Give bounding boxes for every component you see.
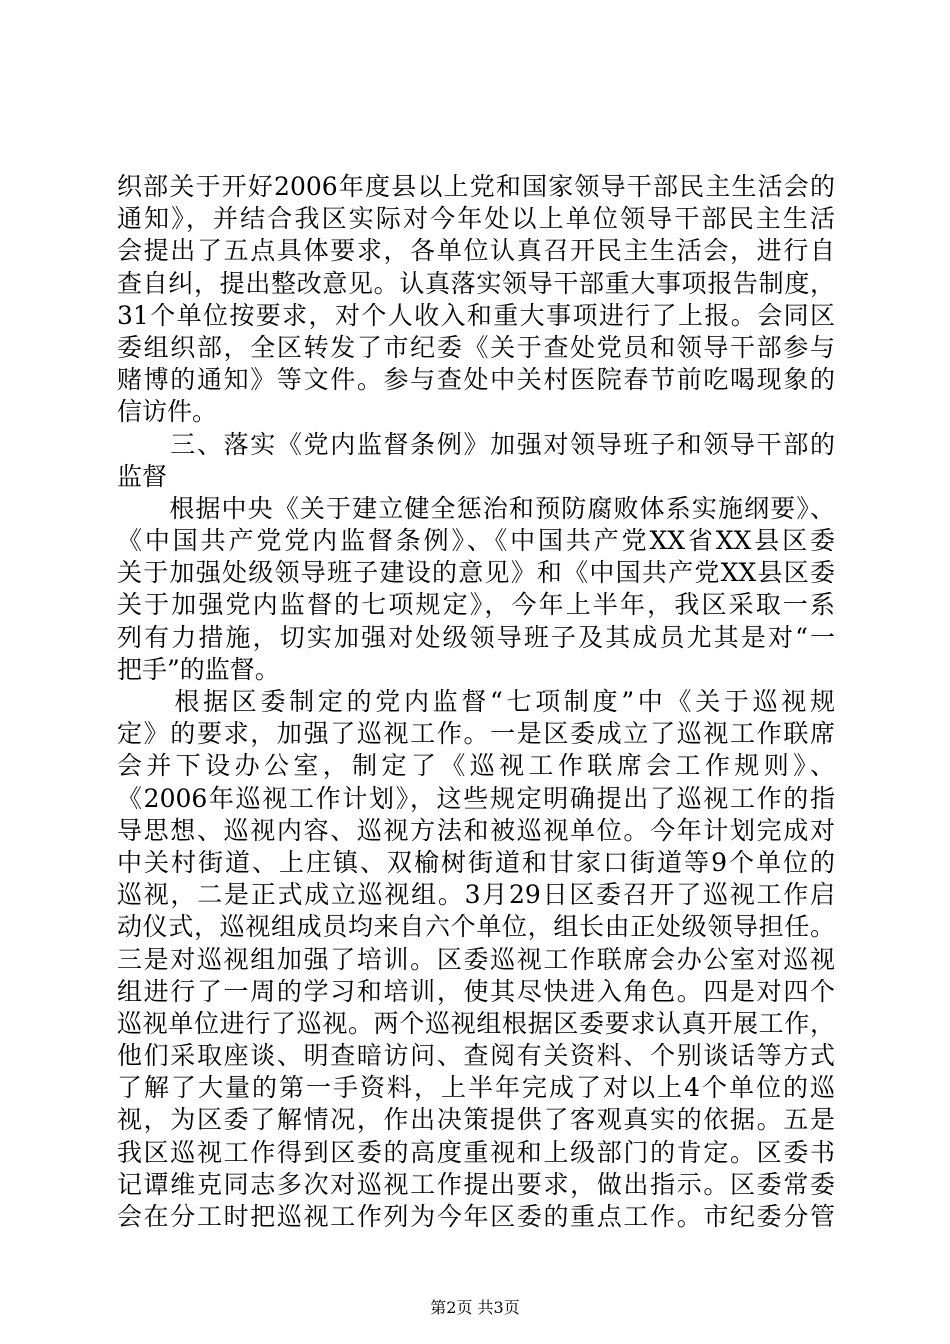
text-line: 巡视单位进行了巡视。两个巡视组根据区委要求认真开展工作， [117,1008,835,1038]
text-line: 三是对巡视组加强了培训。区委巡视工作联席会办公室对巡视 [117,944,835,974]
text-line: 定》的要求，加强了巡视工作。一是区委成立了巡视工作联席 [117,719,835,749]
text-line: 会并下设办公室，制定了《巡视工作联席会工作规则》、 [117,751,835,781]
text-line: 监督 [117,461,168,491]
text-line: 通知》，并结合我区实际对今年处以上单位领导干部民主生活 [117,204,835,234]
text-line: 动仪式，巡视组成员均来自六个单位，组长由正处级领导担任。 [117,912,835,942]
text-line: 关于加强党内监督的七项规定》，今年上半年，我区采取一系 [117,590,835,620]
text-line: 31个单位按要求，对个人收入和重大事项进行了上报。会同区 [117,300,835,330]
text-line: 他们采取座谈、明查暗访问、查阅有关资料、个别谈话等方式 [117,1041,835,1071]
text-line: 组进行了一周的学习和培训，使其尽快进入角色。四是对四个 [117,976,835,1006]
text-line: 会在分工时把巡视工作列为今年区委的重点工作。市纪委分管 [117,1202,835,1231]
text-line: 导思想、巡视内容、巡视方法和被巡视单位。今年计划完成对 [117,815,835,845]
text-line: 《2006年巡视工作计划》，这些规定明确提出了巡视工作的指 [117,783,835,813]
page-footer: 第2页 共3页 [430,1298,520,1317]
text-line: 我区巡视工作得到区委的高度重视和上级部门的肯定。区委书 [117,1137,835,1167]
text-line: 根据中央《关于建立健全惩治和预防腐败体系实施纲要》、 [117,493,835,523]
text-line: 巡视，二是正式成立巡视组。3月29日区委召开了巡视工作启 [117,880,835,910]
text-line: 三、落实《党内监督条例》加强对领导班子和领导干部的 [117,429,835,459]
text-line: 把手”的监督。 [117,654,280,684]
text-line: 赌博的通知》等文件。参与查处中关村医院春节前吃喝现象的 [117,365,835,395]
text-line: 了解了大量的第一手资料，上半年完成了对以上4个单位的巡 [117,1073,835,1103]
text-line: 根据区委制定的党内监督“七项制度”中《关于巡视规 [117,687,835,716]
text-line: 织部关于开好2006年度县以上党和国家领导干部民主生活会的 [117,172,835,201]
text-line: 委组织部，全区转发了市纪委《关于查处党员和领导干部参与 [117,332,835,362]
text-line: 查自纠，提出整改意见。认真落实领导干部重大事项报告制度， [117,268,835,298]
text-line: 会提出了五点具体要求，各单位认真召开民主生活会，进行自 [117,236,835,266]
text-line: 关于加强处级领导班子建设的意见》和《中国共产党XX县区委 [117,558,835,588]
text-line: 视，为区委了解情况，作出决策提供了客观真实的依据。五是 [117,1105,835,1135]
text-line: 中关村街道、上庄镇、双榆树街道和甘家口街道等9个单位的 [117,847,835,877]
text-line: 信访件。 [117,397,218,427]
text-line: 记谭维克同志多次对巡视工作提出要求，做出指示。区委常委 [117,1169,835,1199]
text-line: 《中国共产党党内监督条例》、《中国共产党XX省XX县区委 [117,526,835,556]
text-line: 列有力措施，切实加强对处级领导班子及其成员尤其是对“一 [117,622,835,652]
document-body [117,171,835,1233]
